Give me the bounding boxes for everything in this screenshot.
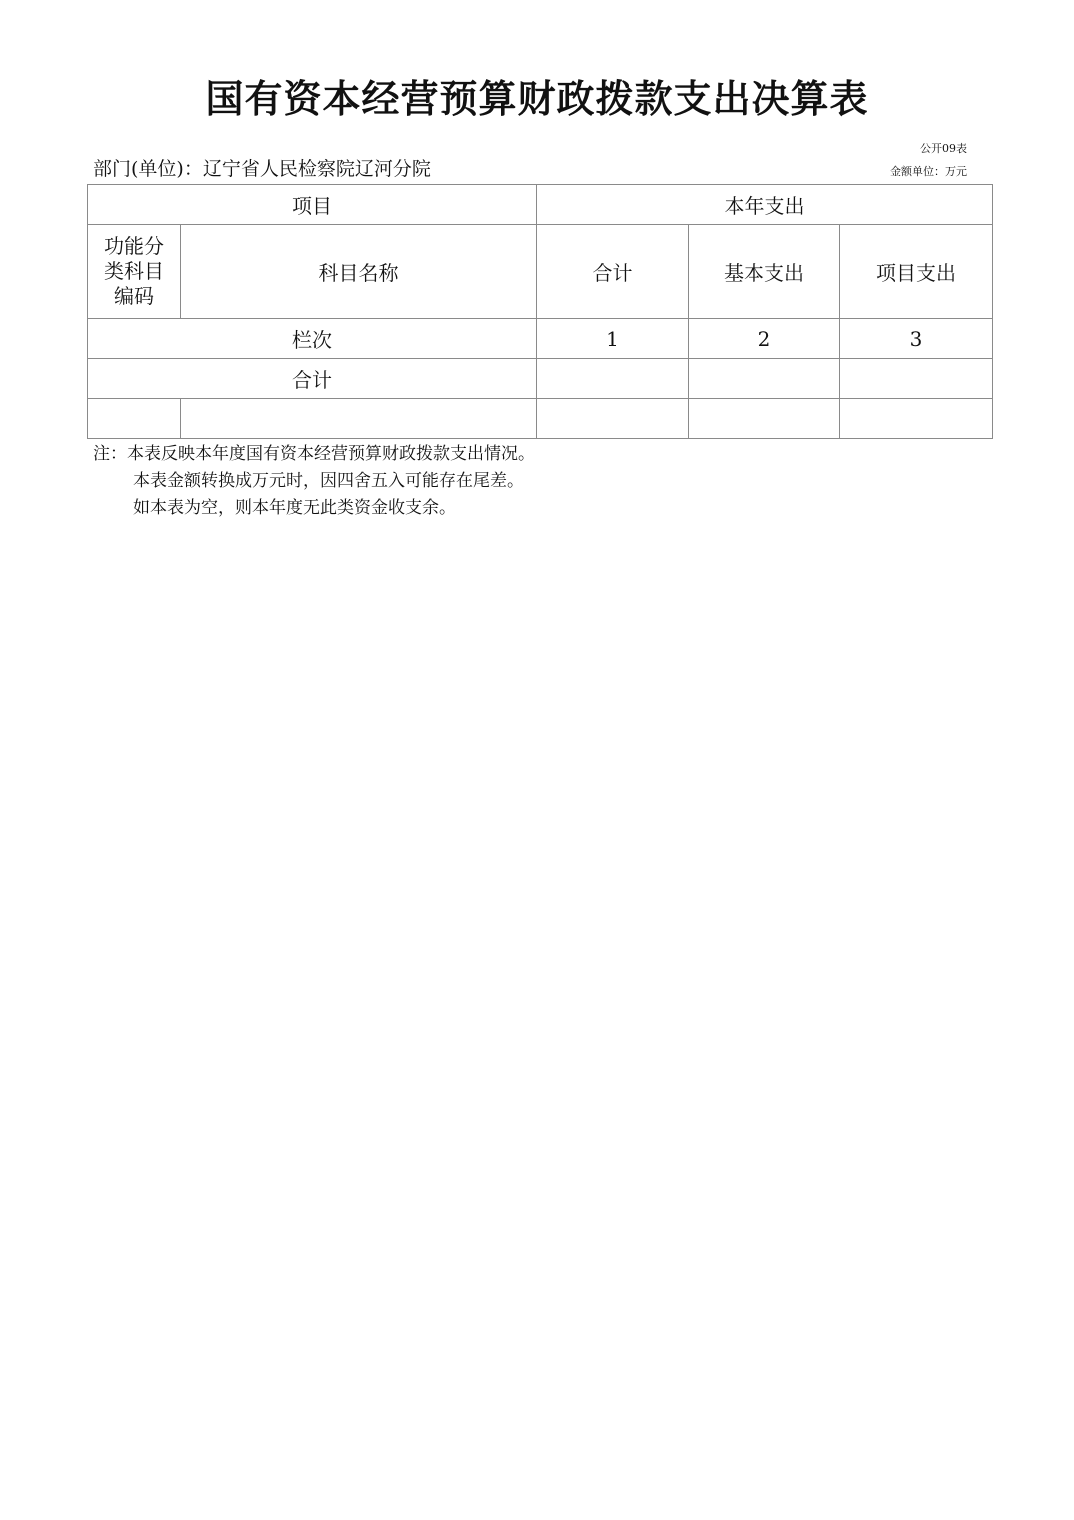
header-row-1 <box>88 185 993 225</box>
notes <box>93 441 535 522</box>
department-label: 部门(单位)：辽宁省人民检察院辽河分院 <box>93 158 431 180</box>
row-total-sum <box>537 359 689 399</box>
col-project-header: 项目支出 <box>840 225 993 319</box>
cell-project <box>840 399 993 439</box>
page-title: 国有资本经营预算财政拨款支出决算表 <box>205 77 869 121</box>
header-expense: 本年支出 <box>537 185 993 225</box>
cell-basic <box>689 399 840 439</box>
row-total-basic <box>689 359 840 399</box>
header-item: 项目 <box>88 185 537 225</box>
table-row <box>88 399 993 439</box>
col-code-line-3: 编码 <box>114 284 154 308</box>
cell-total <box>537 399 689 439</box>
col-name-header: 科目名称 <box>181 225 537 319</box>
col-total-header: 合计 <box>537 225 689 319</box>
note-line-3: 如本表为空，则本年度无此类资金收支余。 <box>133 498 456 518</box>
form-code: 公开09表 <box>920 142 967 155</box>
col-basic-header: 基本支出 <box>689 225 840 319</box>
row-index <box>88 319 993 359</box>
cell-code <box>88 399 181 439</box>
note-line-2: 本表金额转换成万元时，因四舍五入可能存在尾差。 <box>133 471 524 491</box>
unit-label: 金额单位：万元 <box>890 165 967 178</box>
row-index-3: 3 <box>840 319 993 359</box>
header-row-2 <box>88 225 993 319</box>
row-index-2: 2 <box>689 319 840 359</box>
row-index-label: 栏次 <box>88 319 537 359</box>
row-index-1: 1 <box>537 319 689 359</box>
row-total-label: 合计 <box>88 359 537 399</box>
note-line-1: 注：本表反映本年度国有资本经营预算财政拨款支出情况。 <box>93 444 535 464</box>
col-code-line-2: 类科目 <box>104 259 164 283</box>
col-code-line-1: 功能分 <box>104 234 164 258</box>
budget-table <box>87 184 993 439</box>
row-total-project <box>840 359 993 399</box>
row-total <box>88 359 993 399</box>
cell-name <box>181 399 537 439</box>
col-code-header <box>88 225 181 319</box>
